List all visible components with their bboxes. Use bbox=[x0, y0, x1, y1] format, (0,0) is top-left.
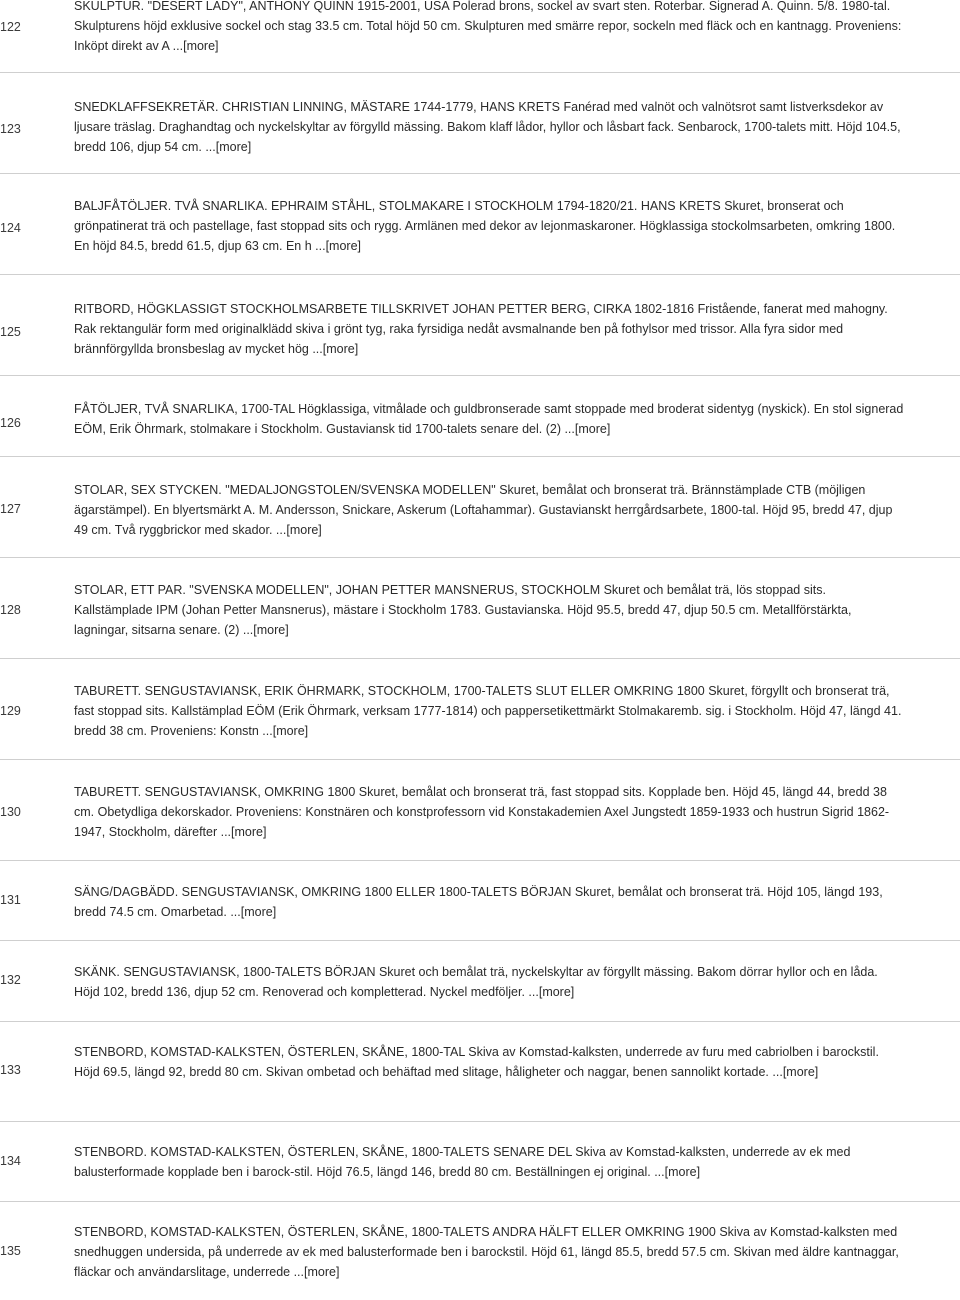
lot-description bbox=[74, 97, 904, 158]
more-link[interactable]: [more] bbox=[322, 342, 359, 357]
lot-description-text: SKÄNK. SENGUSTAVIANSK, 1800-TALETS BÖRJAN Skuret och bemålat trä, nyckelskyltar av förgyllt mässing. Bakom dörrar hyllor och en låda. Höjd 102, bredd 136, djup 52 cm. Renoverad och kompletterad. Nyckel medföljer. ... bbox=[74, 965, 878, 1000]
lot-description-text: SÄNG/DAGBÄDD. SENGUSTAVIANSK, OMKRING 1800 ELLER 1800-TALETS BÖRJAN Skuret, bemålat och bronserat trä. Höjd 105, längd 193, bredd 74.5 cm. Omarbetad. ... bbox=[74, 885, 883, 920]
lot-description bbox=[74, 1222, 904, 1283]
lot-description bbox=[74, 782, 904, 843]
lot-number: 133 bbox=[0, 1063, 21, 1077]
lot-description-text: STENBORD, KOMSTAD-KALKSTEN, ÖSTERLEN, SKÅNE, 1800-TALETS ANDRA HÄLFT ELLER OMKRING 1900 Skiva av Komstad-kalksten med snedhuggen undersida, på underrede av ek med balusterformade ben i barockstil. Höjd 61, längd 85.5, bredd 57.5 cm. Skivan med äldre kantnaggar, fläckar och användarslitage, underrede ... bbox=[74, 1225, 899, 1280]
more-link[interactable]: [more] bbox=[782, 1065, 819, 1080]
lot-description-text: SNEDKLAFFSEKRETÄR. CHRISTIAN LINNING, MÄSTARE 1744-1779, HANS KRETS Fanérad med valnöt och valnötsrot samt listverksdekor av ljusare träslag. Draghandtag och nyckelskyltar av förgylld mässing. Bakom klaff lådor, hyllor och låsbart fack. Senbarock, 1700-talets mitt. Höjd 104.5, bredd 106, djup 54 cm. ... bbox=[74, 100, 901, 155]
lot-row-132 bbox=[0, 940, 960, 1022]
lot-description bbox=[74, 1042, 904, 1082]
more-link[interactable]: [more] bbox=[240, 905, 277, 920]
more-link[interactable]: [more] bbox=[215, 140, 252, 155]
more-link[interactable]: [more] bbox=[183, 39, 219, 54]
lot-row-129 bbox=[0, 658, 960, 760]
lot-row-126 bbox=[0, 375, 960, 457]
lot-description-text: TABURETT. SENGUSTAVIANSK, OMKRING 1800 Skuret, bemålat och bronserat trä, fast stoppad sits. Kopplade ben. Höjd 45, längd 44, bredd 38 cm. Obetydliga dekorskador. Proveniens: Konstnären och konstprofessorn vid Konstakademien Axel Jungstedt 1859-1933 och hustrun Sigrid 1862-1947, Stockholm, därefter ... bbox=[74, 785, 890, 840]
lot-number: 122 bbox=[0, 20, 21, 34]
lot-description-text: STOLAR, ETT PAR. "SVENSKA MODELLEN", JOHAN PETTER MANSNERUS, STOCKHOLM Skuret och bemålat trä, lös stoppad sits. Kallstämplade IPM (Johan Petter Mansnerus), mästare i Stockholm 1783. Gustavianska. Höjd 95.5, bredd 47, djup 50.5 cm. Metallförstärkta, lagningar, sitsarna senare. (2) ... bbox=[74, 583, 852, 638]
lot-description bbox=[74, 399, 904, 439]
lot-number: 125 bbox=[0, 325, 21, 339]
lot-number: 135 bbox=[0, 1244, 21, 1258]
lot-row-130 bbox=[0, 759, 960, 861]
lot-description-text: SKULPTUR. "DESERT LADY", ANTHONY QUINN 1915-2001, USA Polerad brons, sockel av svart sten. Roterbar. Signerad A. Quinn. 5/8. 1980-tal. Skulpturens höjd exklusive sockel och stag 33.5 cm. Total höjd 50 cm. Skulpturen med smärre repor, sockeln med fläck och en kantnagg. Proveniens: Inköpt direkt av A ... bbox=[74, 0, 902, 54]
lot-row-131 bbox=[0, 860, 960, 941]
lot-number: 128 bbox=[0, 603, 21, 617]
more-link[interactable]: [more] bbox=[574, 422, 611, 437]
lot-description bbox=[74, 480, 904, 541]
lot-description bbox=[74, 681, 904, 742]
lot-description-text: TABURETT. SENGUSTAVIANSK, ERIK ÖHRMARK, STOCKHOLM, 1700-TALETS SLUT ELLER OMKRING 1800 Skuret, förgyllt och bronserat trä, fast stoppad sits. Kallstämplad EÖM (Erik Öhrmark, verksam 1777-1814) och pappersetikettmärkt Stolmakaremb. sig. i Stockholm. Höjd 47, längd 41. bredd 38 cm. Proveniens: Konstn ... bbox=[74, 684, 902, 739]
more-link[interactable]: [more] bbox=[286, 523, 322, 538]
lot-description bbox=[74, 196, 904, 257]
more-link[interactable]: [more] bbox=[272, 724, 309, 739]
lot-row-128 bbox=[0, 557, 960, 659]
lot-number: 126 bbox=[0, 416, 21, 430]
lot-number: 134 bbox=[0, 1154, 21, 1168]
lot-number: 127 bbox=[0, 502, 21, 516]
lot-description-text: STENBORD, KOMSTAD-KALKSTEN, ÖSTERLEN, SKÅNE, 1800-TAL Skiva av Komstad-kalksten, underrede av furu med cabriolben i barockstil. Höjd 69.5, längd 92, bredd 80 cm. Skivan ombetad och behäftad med slitage, håligheter och naggar, benen sannolikt kortade. ... bbox=[74, 1045, 879, 1080]
more-link[interactable]: [more] bbox=[538, 985, 575, 1000]
lot-description bbox=[74, 580, 904, 641]
lot-description bbox=[74, 0, 904, 57]
lot-number: 130 bbox=[0, 805, 21, 819]
lot-number: 131 bbox=[0, 893, 21, 907]
lot-row-133 bbox=[0, 1021, 960, 1122]
lot-row-123 bbox=[0, 72, 960, 174]
more-link[interactable]: [more] bbox=[253, 623, 289, 638]
lot-description-text: RITBORD, HÖGKLASSIGT STOCKHOLMSARBETE TILLSKRIVET JOHAN PETTER BERG, CIRKA 1802-1816 Fristående, fanerat med mahogny. Rak rektangulär form med originalklädd skiva i grönt tyg, raka fyrsidiga nedåt avsmalnande ben på fothylsor med trissor. Alla fyra sidor med brännförgyllda bronsbeslag av mycket hög ... bbox=[74, 302, 888, 357]
more-link[interactable]: [more] bbox=[304, 1265, 340, 1280]
lot-row-124 bbox=[0, 173, 960, 275]
lot-description bbox=[74, 299, 904, 360]
lot-description-text: STENBORD. KOMSTAD-KALKSTEN, ÖSTERLEN, SKÅNE, 1800-TALETS SENARE DEL Skiva av Komstad-kalksten, underrede av ek med balusterformade kopplade ben i barock-stil. Höjd 76.5, längd 146, bredd 80 cm. Beställningen ej original. ... bbox=[74, 1145, 851, 1180]
more-link[interactable]: [more] bbox=[325, 239, 361, 254]
lot-row-127 bbox=[0, 456, 960, 558]
lot-description bbox=[74, 882, 904, 922]
lot-number: 124 bbox=[0, 221, 21, 235]
lot-row-125 bbox=[0, 274, 960, 376]
lot-description bbox=[74, 1142, 904, 1182]
lot-number: 132 bbox=[0, 973, 21, 987]
lot-row-122 bbox=[0, 0, 960, 72]
more-link[interactable]: [more] bbox=[231, 825, 267, 840]
lot-number: 123 bbox=[0, 122, 21, 136]
lot-description-text: BALJFÅTÖLJER. TVÅ SNARLIKA. EPHRAIM STÅHL, STOLMAKARE I STOCKHOLM 1794-1820/21. HANS KRETS Skuret, bronserat och grönpatinerat trä och pastellage, fast stoppad sits och rygg. Armlänen med dekor av lejonmaskaroner. Högklassiga stockolmsarbeten, omkring 1800. En höjd 84.5, bredd 61.5, djup 63 cm. En h ... bbox=[74, 199, 896, 254]
lot-row-134 bbox=[0, 1121, 960, 1202]
lot-row-135 bbox=[0, 1201, 960, 1300]
lot-description bbox=[74, 962, 904, 1002]
lot-description-text: FÅTÖLJER, TVÅ SNARLIKA, 1700-TAL Högklassiga, vitmålade och guldbronserade samt stoppade med broderat sidentyg (nyskick). En stol signerad EÖM, Erik Öhrmark, stolmakare i Stockholm. Gustaviansk tid 1700-talets senare del. (2) ... bbox=[74, 402, 904, 437]
more-link[interactable]: [more] bbox=[664, 1165, 701, 1180]
lot-number: 129 bbox=[0, 704, 21, 718]
lot-description-text: STOLAR, SEX STYCKEN. "MEDALJONGSTOLEN/SVENSKA MODELLEN" Skuret, bemålat och bronserat trä. Brännstämplade CTB (möjligen ägarstämpel). En blyertsmärkt A. M. Andersson, Snickare, Askerum (Loftahammar). Gustavianskt herrgårdsarbete, 1800-tal. Höjd 95, bredd 47, djup 49 cm. Två ryggbrickor med skador. ... bbox=[74, 483, 893, 538]
